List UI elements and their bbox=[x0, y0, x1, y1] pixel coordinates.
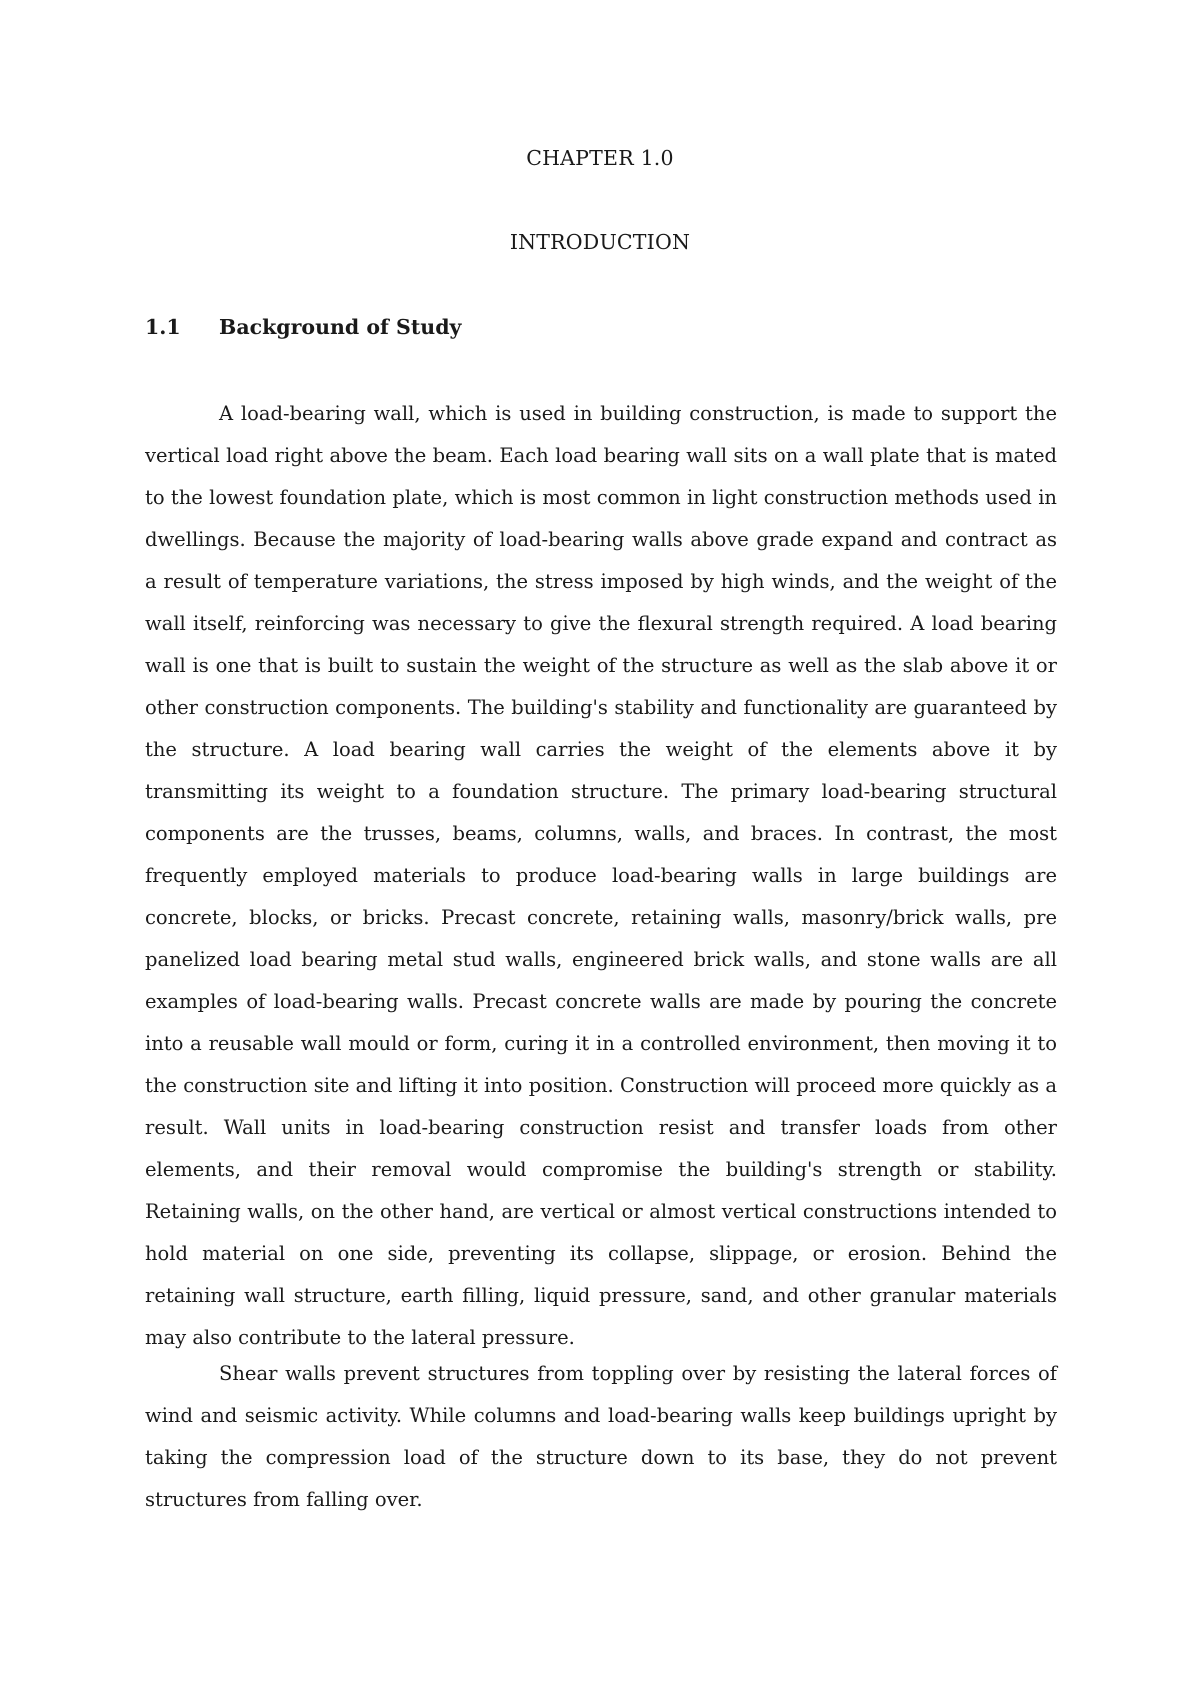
section-title: Background of Study bbox=[219, 315, 462, 339]
section-heading bbox=[145, 313, 461, 341]
section-number: 1.1 bbox=[145, 315, 181, 339]
chapter-label: CHAPTER 1.0 bbox=[526, 146, 674, 170]
body-paragraph: Shear walls prevent structures from toppling over by resisting the lateral forces of wind and seismic activity. While columns and load-bearing walls keep buildings upright by taking the compression load of the structure down to its base, they do not prevent structures from falling over. bbox=[145, 1362, 1057, 1511]
chapter-title: INTRODUCTION bbox=[509, 230, 691, 254]
body-paragraph: A load-bearing wall, which is used in building construction, is made to support the vertical load right above the beam. Each load bearing wall sits on a wall plate that is mated to the lowest foundation plate, which is most common in light construction methods used in dwellings. Because the majority of load-bearing walls above grade expand and contract as a result of temperature variations, the stress imposed by high winds, and the weight of the wall itself, reinforcing was necessary to give the flexural strength required. A load bearing wall is one that is built to sustain the weight of the structure as well as the slab above it or other construction components. The building's stability and functionality are guaranteed by the structure. A load bearing wall carries the weight of the elements above it by transmitting its weight to a foundation structure. The primary load-bearing structural components are the trusses, beams, columns, walls, and braces. In contrast, the most frequently employed materials to produce load-bearing walls in large buildings are concrete, blocks, or bricks. Precast concrete, retaining walls, masonry/brick walls, pre panelized load bearing metal stud walls, engineered brick walls, and stone walls are all examples of load-bearing walls. Precast concrete walls are made by pouring the concrete into a reusable wall mould or form, curing it in a controlled environment, then moving it to the construction site and lifting it into position. Construction will proceed more quickly as a result. Wall units in load-bearing construction resist and transfer loads from other elements, and their removal would compromise the building's strength or stability. Retaining walls, on the other hand, are vertical or almost vertical constructions intended to hold material on one side, preventing its collapse, slippage, or erosion. Behind the retaining wall structure, earth filling, liquid pressure, sand, and other granular materials may also contribute to the lateral pressure. bbox=[145, 402, 1057, 1349]
